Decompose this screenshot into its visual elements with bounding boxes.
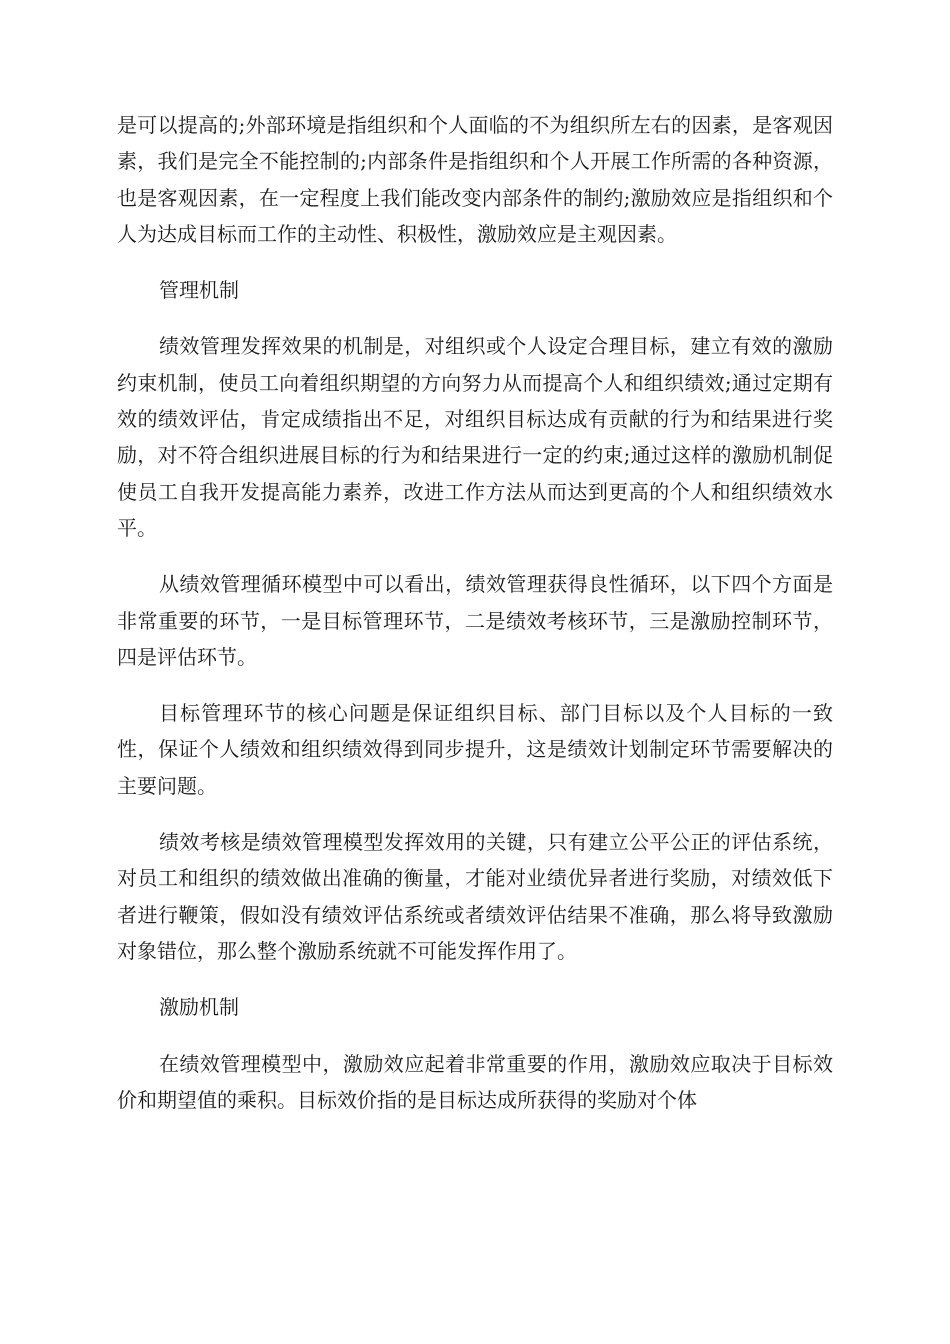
paragraph-3: 从绩效管理循环模型中可以看出，绩效管理获得良性循环，以下四个方面是非常重要的环节，一是目标管理环节，二是绩效考核环节，三是激励控制环节，四是评估环节。 [117, 572, 833, 669]
paragraph-1: 是可以提高的;外部环境是指组织和个人面临的不为组织所左右的因素，是客观因素，我们是完全不能控制的;内部条件是指组织和个人开展工作所需的各种资源，也是客观因素，在一定程度上我们能改变内部条件的制约;激励效应是指组织和个人为达成目标而工作的主动性、积极性，激励效应是主观因素。 [117, 113, 833, 246]
paragraph-6: 在绩效管理模型中，激励效应起着非常重要的作用，激励效应取决于目标效价和期望值的乘积。目标效价指的是目标达成所获得的奖励对个体 [117, 1051, 833, 1112]
document-body [117, 107, 833, 1138]
paragraph-5: 绩效考核是绩效管理模型发挥效用的关键，只有建立公平公正的评估系统，对员工和组织的绩效做出准确的衡量，才能对业绩优异者进行奖励，对绩效低下者进行鞭策，假如没有绩效评估系统或者绩效评估结果不准确，那么将导致激励对象错位，那么整个激励系统就不可能发挥作用了。 [117, 830, 833, 963]
paragraph-4: 目标管理环节的核心问题是保证组织目标、部门目标以及个人目标的一致性，保证个人绩效和组织绩效得到同步提升，这是绩效计划制定环节需要解决的主要问题。 [117, 701, 833, 798]
paragraph-2: 绩效管理发挥效果的机制是，对组织或个人设定合理目标，建立有效的激励约束机制，使员工向着组织期望的方向努力从而提高个人和组织绩效;通过定期有效的绩效评估，肯定成绩指出不足，对组织目标达成有贡献的行为和结果进行奖励，对不符合组织进展目标的行为和结果进行一定的约束;通过这样的激励机制促使员工自我开发提高能力素养，改进工作方法从而达到更高的个人和组织绩效水平。 [117, 334, 833, 540]
section-heading-incentive-mechanism: 激励机制 [159, 995, 239, 1020]
section-heading-management-mechanism: 管理机制 [159, 278, 239, 303]
